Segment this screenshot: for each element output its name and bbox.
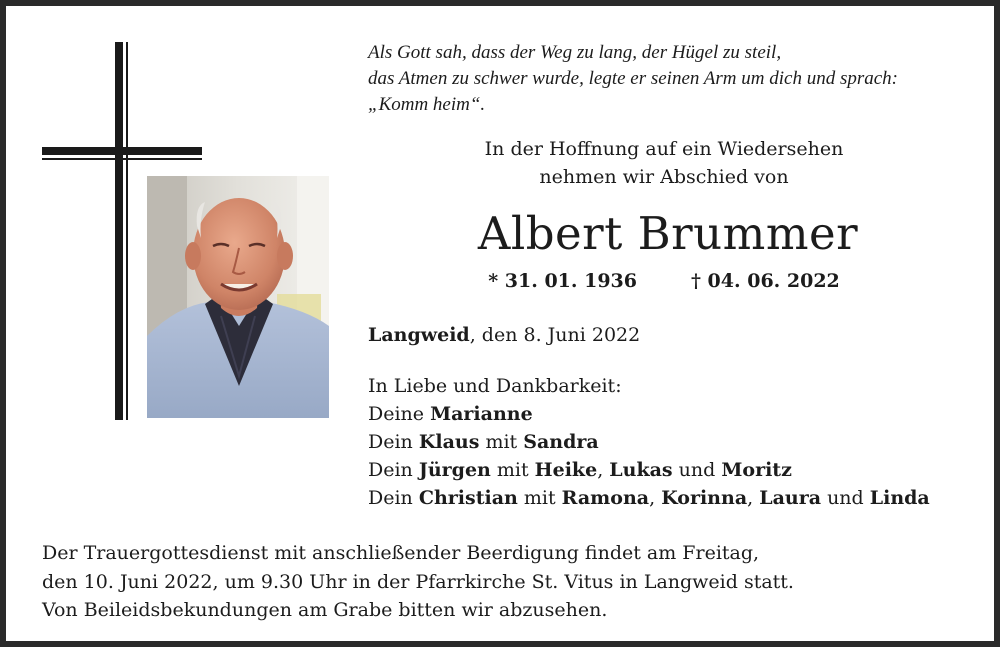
death-date: † 04. 06. 2022 xyxy=(691,270,840,292)
family-member: Klaus xyxy=(418,431,480,453)
family-member: Marianne xyxy=(430,403,533,425)
intro-line: nehmen wir Abschied von xyxy=(539,166,789,188)
poem-line: Als Gott sah, dass der Weg zu lang, der Hügel zu steil, xyxy=(368,42,782,63)
poem xyxy=(368,40,988,118)
family-connector: , xyxy=(649,487,662,509)
family-member: Linda xyxy=(869,487,930,509)
service-line: den 10. Juni 2022, um 9.30 Uhr in der Pfarrkirche St. Vitus in Langweid statt. xyxy=(42,570,794,593)
birth-date: * 31. 01. 1936 xyxy=(488,270,637,292)
family-connector: , xyxy=(747,487,760,509)
family-member: Christian xyxy=(418,487,518,509)
place-date xyxy=(368,321,640,349)
place-name: Langweid xyxy=(368,324,470,346)
intro-text xyxy=(368,135,960,191)
family-member: Korinna xyxy=(661,487,748,509)
family-member: Sandra xyxy=(523,431,599,453)
notice-date: , den 8. Juni 2022 xyxy=(469,324,641,346)
family-member: Ramona xyxy=(561,487,650,509)
poem-line: das Atmen zu schwer wurde, legte er seinen Arm um dich und sprach: xyxy=(368,68,899,89)
family-line xyxy=(368,428,930,456)
life-dates xyxy=(368,268,960,294)
family-member: Heike xyxy=(534,459,598,481)
family-member: Lukas xyxy=(609,459,673,481)
family-prefix: Dein xyxy=(368,431,419,453)
family-member: Laura xyxy=(759,487,822,509)
portrait-photo xyxy=(147,176,329,418)
family-connector: , xyxy=(597,459,610,481)
family-line xyxy=(368,456,930,484)
service-line: Von Beileidsbekundungen am Grabe bitten wir abzusehen. xyxy=(42,599,608,621)
family-connector: mit xyxy=(479,431,524,453)
family-heading: In Liebe und Dankbarkeit: xyxy=(368,375,622,397)
service-line: Der Trauergottesdienst mit anschließender Beerdigung findet am Freitag, xyxy=(42,542,760,564)
family-connector: mit xyxy=(517,487,562,509)
intro-line: In der Hoffnung auf ein Wiedersehen xyxy=(484,138,844,160)
family-connector: und xyxy=(821,487,870,509)
poem-line: „Komm heim“. xyxy=(368,94,486,115)
family-prefix: Dein xyxy=(368,459,419,481)
deceased-name: Albert Brummer xyxy=(477,207,859,260)
service-info xyxy=(42,539,794,625)
family-line xyxy=(368,484,930,512)
family-connector: mit xyxy=(490,459,535,481)
family-line xyxy=(368,400,930,428)
family-list xyxy=(368,372,930,512)
family-prefix: Dein xyxy=(368,487,419,509)
family-member: Moritz xyxy=(721,459,792,481)
family-member: Jürgen xyxy=(418,459,491,481)
family-prefix: Deine xyxy=(368,403,431,425)
family-connector: und xyxy=(672,459,722,481)
